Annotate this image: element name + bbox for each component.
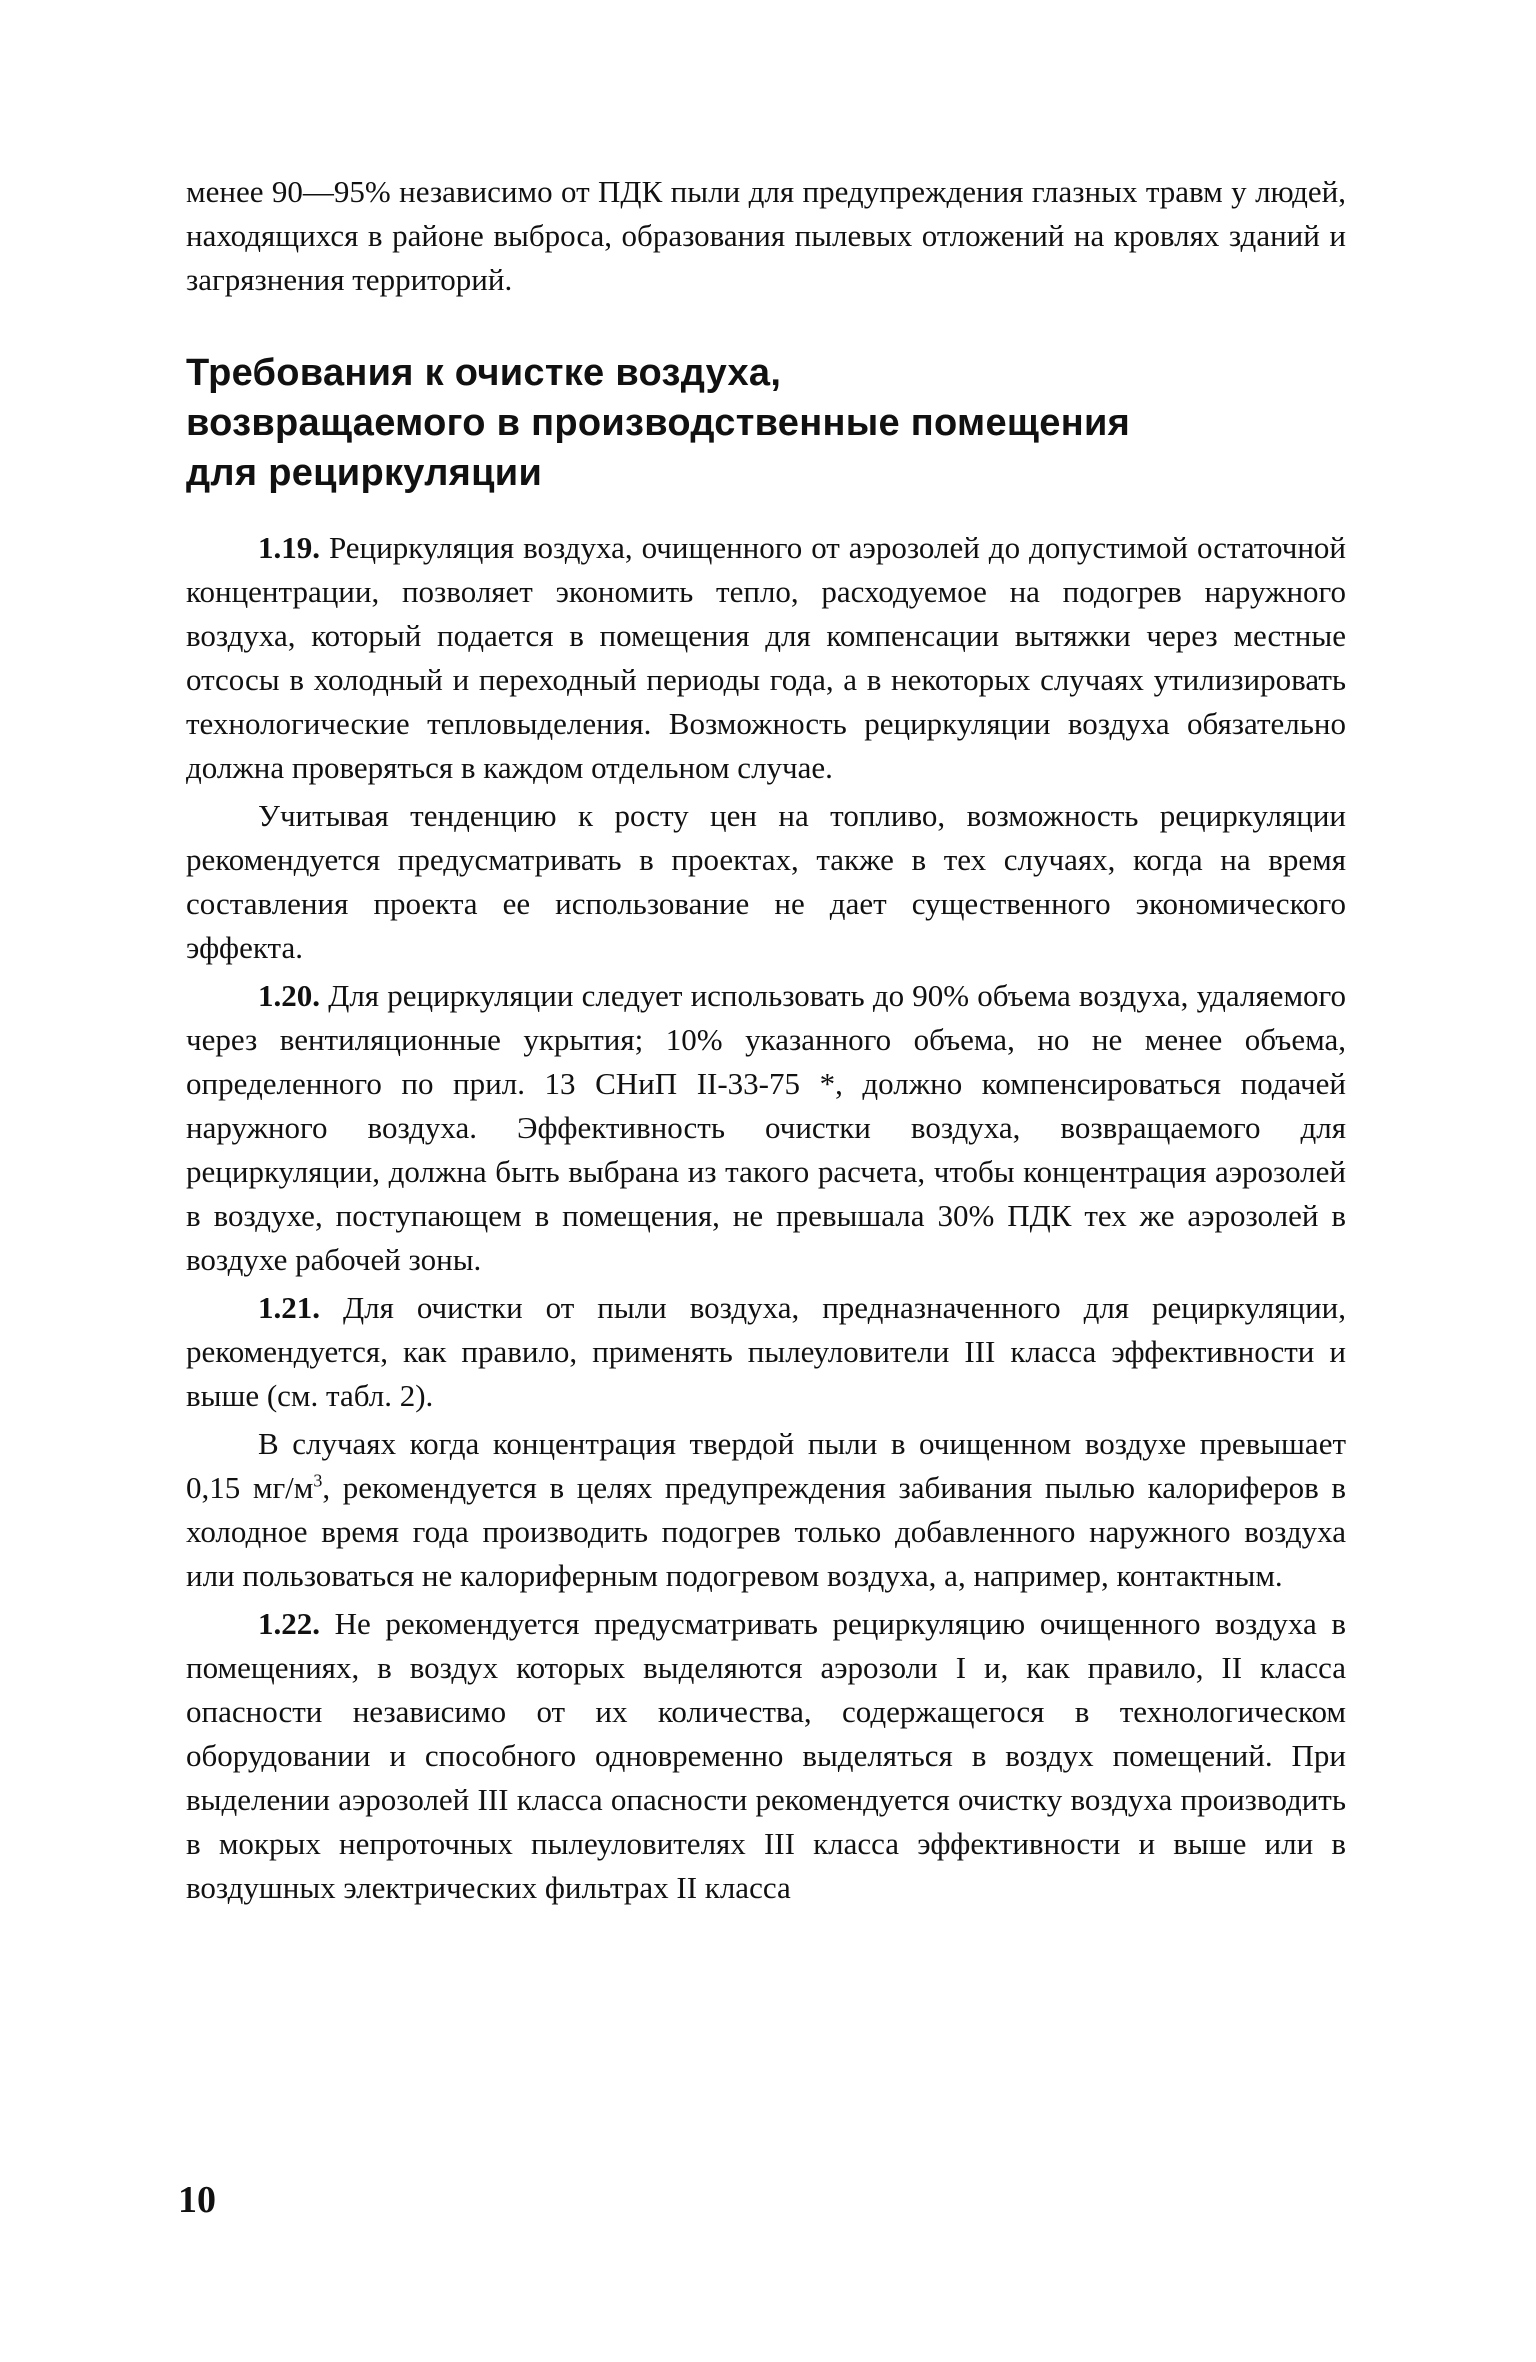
section-heading [186, 348, 1346, 498]
paragraph-1-22 [186, 1602, 1346, 1910]
section-heading-line-1: Требования к очистке воздуха, [186, 352, 782, 394]
paragraph-text-before: В случаях когда концентрация твердой пыли в очищенном воздухе превышает 0,15 мг/м [186, 1426, 1346, 1505]
paragraph-1-20 [186, 974, 1346, 1282]
paragraph-text: Для рециркуляции следует использовать до 90% объема воздуха, удаляемого через вентиляционные укрытия; 10% указанного объема, но не менее объема, определенного по прил. 13 СНиП II-33-75 *, должно компенсироваться подачей наружного воздуха. Эффективность очистки воздуха, возвращаемого для рециркуляции, должна быть выбрана из такого расчета, чтобы концентрация аэрозолей в воздухе, поступающем в помещения, не превышала 30% ПДК тех же аэрозолей в воздухе рабочей зоны. [186, 978, 1347, 1277]
paragraph-1-19 [186, 526, 1346, 790]
intro-paragraph: менее 90—95% независимо от ПДК пыли для предупреждения глазных травм у людей, находящихся в районе выброса, образования пылевых отложений на кровлях зданий и загрязнения территорий. [186, 174, 1346, 297]
paragraph-text: Для очистки от пыли воздуха, предназначенного для рециркуляции, рекомендуется, как правило, применять пылеуловители III класса эффективности и выше (см. табл. 2). [186, 1290, 1346, 1413]
section-heading-line-2: возвращаемого в производственные помещения [186, 402, 1131, 444]
paragraph-number: 1.22. [258, 1606, 320, 1641]
paragraph-number: 1.21. [258, 1290, 320, 1325]
paragraph-fuel-prices [186, 794, 1346, 970]
superscript-3: 3 [313, 1470, 323, 1491]
page-body [186, 170, 1346, 1910]
paragraph-dust-concentration [186, 1422, 1346, 1598]
paragraph-number: 1.20. [258, 978, 320, 1013]
paragraph-number: 1.19. [258, 530, 320, 565]
paragraph-text-after: , рекомендуется в целях предупреждения забивания пылью калориферов в холодное время года производить подогрев только добавленного наружного воздуха или пользоваться не калориферным подогревом воздуха, а, например, контактным. [186, 1470, 1347, 1593]
paragraph-1-21 [186, 1286, 1346, 1418]
paragraph-text: Учитывая тенденцию к росту цен на топливо, возможность рециркуляции рекомендуется предусматривать в проектах, также в тех случаях, когда на время составления проекта ее использование не дает существенного экономического эффекта. [186, 798, 1346, 965]
paragraph-text: Не рекомендуется предусматривать рециркуляцию очищенного воздуха в помещениях, в воздух которых выделяются аэрозоли I и, как правило, II класса опасности независимо от их количества, содержащегося в технологическом оборудовании и способного одновременно выделяться в воздух помещений. При выделении аэрозолей III класса опасности рекомендуется очистку воздуха производить в мокрых непроточных пылеуловителях III класса эффективности и выше или в воздушных электрических фильтрах II класса [186, 1606, 1347, 1905]
section-heading-line-3: для рециркуляции [186, 452, 543, 494]
page-number: 10 [178, 2179, 216, 2221]
paragraph-text: Рециркуляция воздуха, очищенного от аэрозолей до допустимой остаточной концентрации, позволяет экономить тепло, расходуемое на подогрев наружного воздуха, который подается в помещения для компенсации вытяжки через местные отсосы в холодный и переходный периоды года, а в некоторых случаях утилизировать технологические тепловыделения. Возможность рециркуляции воздуха обязательно должна проверяться в каждом отдельном случае. [186, 530, 1346, 785]
